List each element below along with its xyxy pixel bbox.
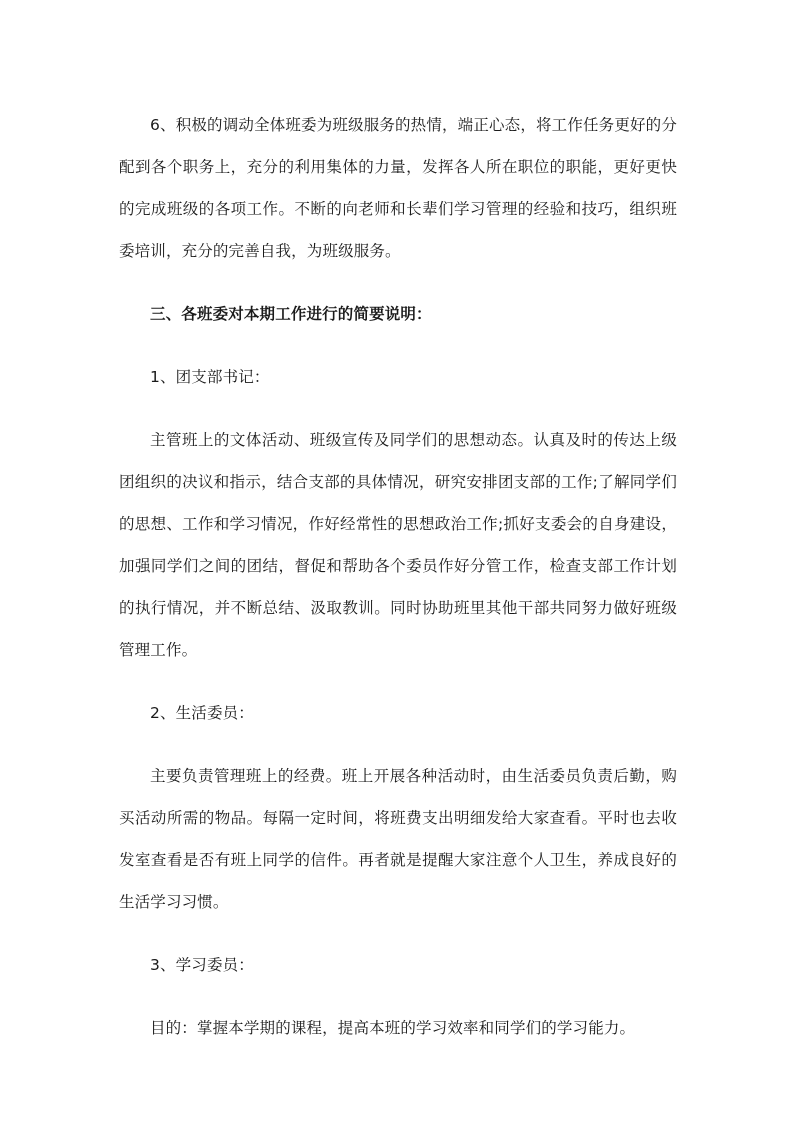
paragraph-gap (119, 923, 677, 944)
paragraph-gap (119, 734, 677, 755)
paragraph-gap (119, 986, 677, 1007)
paragraph-gap (119, 272, 677, 293)
subheading-life-committee: 2、生活委员： (150, 704, 254, 722)
paragraph-gap (119, 398, 677, 419)
document-body (119, 104, 677, 1049)
paragraph-study-goal: 目的：掌握本学期的课程，提高本班的学习效率和同学们的学习能力。 (150, 1019, 636, 1037)
paragraph-gap (119, 335, 677, 356)
paragraph-life-committee-duties: 主要负责管理班上的经费。班上开展各种活动时，由生活委员负责后勤，购买活动所需的物品。每隔一定时间，将班费支出明细发给大家查看。平时也去收发室查看是否有班上同学的信件。再者就是提醒大家注意个人卫生，养成良好的生活学习习惯。 (119, 767, 677, 911)
subheading-study-committee: 3、学习委员： (150, 956, 254, 974)
paragraph-secretary-duties: 主管班上的文体活动、班级宣传及同学们的思想动态。认真及时的传达上级团组织的决议和指示，结合支部的具体情况，研究安排团支部的工作;了解同学们的思想、工作和学习情况，作好经常性的思想政治工作;抓好支委会的自身建设，加强同学们之间的团结，督促和帮助各个委员作好分管工作，检查支部工作计划的执行情况，并不断总结、汲取教训。同时协助班里其他干部共同努力做好班级管理工作。 (119, 431, 677, 659)
paragraph-item-6: 6、积极的调动全体班委为班级服务的热情，端正心态，将工作任务更好的分配到各个职务上，充分的利用集体的力量，发挥各人所在职位的职能，更好更快的完成班级的各项工作。不断的向老师和长辈们学习管理的经验和技巧，组织班委培训，充分的完善自我，为班级服务。 (119, 116, 677, 260)
paragraph-gap (119, 671, 677, 692)
section-heading-3: 三、各班委对本期工作进行的简要说明： (150, 305, 432, 323)
subheading-youth-league-secretary: 1、团支部书记： (150, 368, 270, 386)
